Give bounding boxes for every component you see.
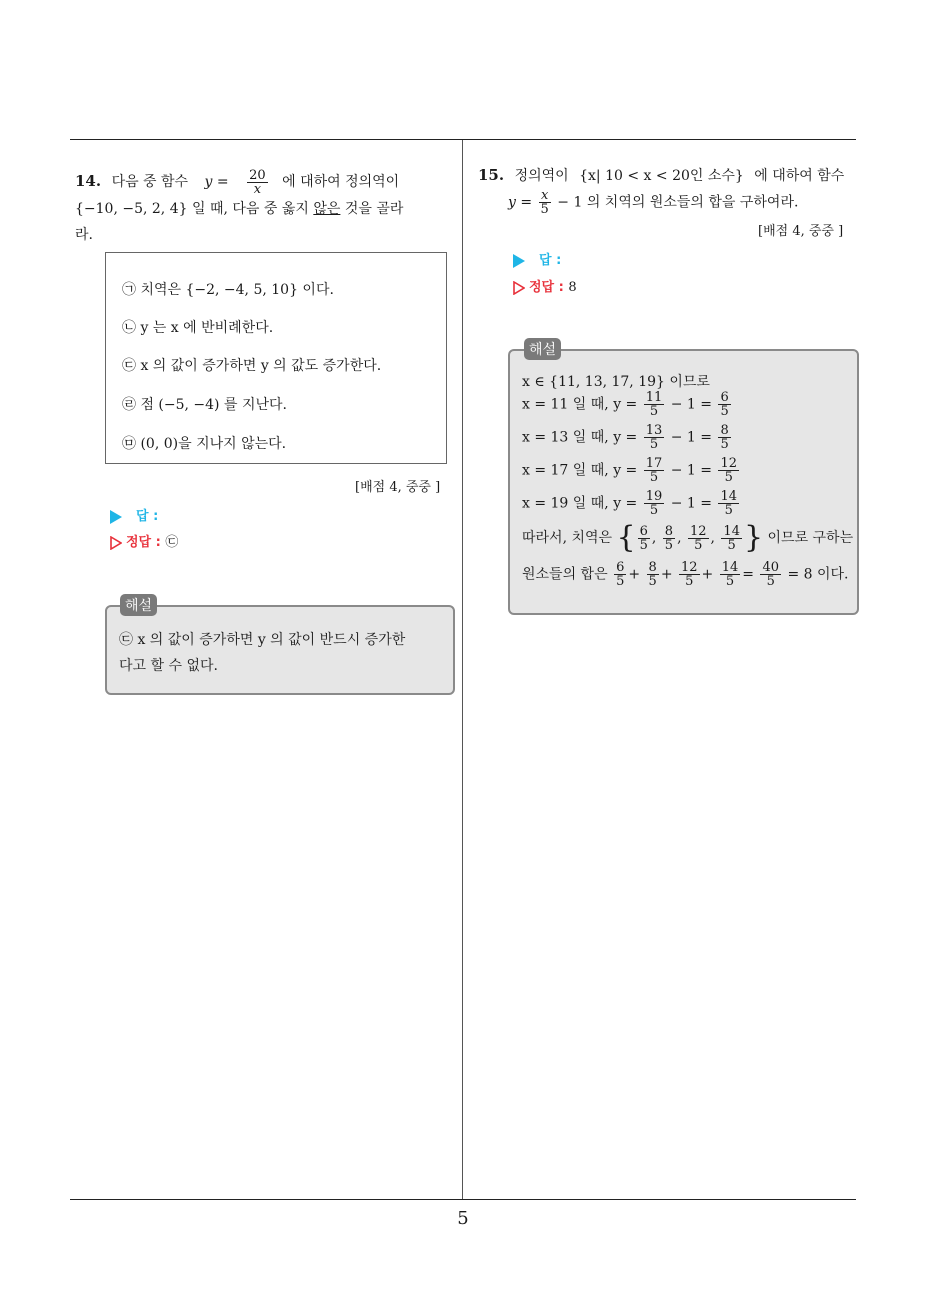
correct-answer-row: 정답 : 8 (513, 276, 577, 295)
choice-3: ㉢ x 의 값이 증가하면 y 의 값도 증가한다. (122, 358, 382, 374)
outline-triangle-icon (110, 536, 122, 550)
play-icon (513, 254, 525, 268)
solution-sum-line: 원소들의 합은 $\frac{6}{5}$ + $\frac{8}{5}$ + $\frac{12}{5}$ + $\frac{14}{5}$ = $\frac{40}{5}$ = 8 이다. (522, 560, 849, 589)
page-number: 5 (457, 1208, 469, 1229)
column-divider (462, 140, 463, 1200)
answer-row: 답 : (513, 249, 561, 268)
solution-range-line: 따라서, 치역은 { $\frac{6}{5}$ , $\frac{8}{5}$ , $\frac{12}{5}$ , $\frac{14}{5}$ } 이므로 구하는 (522, 520, 854, 555)
answer-row: 답 : (110, 505, 158, 524)
play-icon (110, 510, 122, 524)
choice-5: ㉤ (0, 0)을 지나지 않는다. (122, 436, 287, 452)
points-label: [배점 4, 중중 ] (758, 224, 844, 239)
solution-row: x = 17 일 때, y = $\frac{17}{5}$ − 1 = $\frac{12}{5}$ (522, 456, 738, 485)
underlined-word: 않은 (313, 200, 341, 217)
solution-box (508, 349, 859, 615)
choice-1: ㉠ 치역은 {−2, −4, 5, 10} 이다. (122, 282, 334, 298)
solution-tag: 해설 (524, 338, 561, 360)
top-rule (70, 139, 856, 140)
solution-line-2: 다고 할 수 없다. (119, 658, 218, 674)
question-number: 14. (75, 172, 102, 190)
solution-line-1: ㉢ x 의 값이 증가하면 y 의 값이 반드시 증가한 (119, 632, 406, 648)
choices-box (105, 252, 447, 464)
solution-row: x = 11 일 때, y = $\frac{11}{5}$ − 1 = $\frac{6}{5}$ (522, 390, 729, 419)
fraction: $\frac{x}{5}$ (540, 188, 549, 217)
question-number: 15. (478, 166, 505, 184)
solution-line-1: x ∈ {11, 13, 17, 19} 이므로 (522, 374, 710, 390)
points-label: [배점 4, 중중 ] (355, 480, 441, 495)
question-14-text: 14. 다음 중 함수 y = $\frac{20}{x}$ 에 대하여 정의역이 {−10, −5, 2, 4} 일 때, 다음 중 옳지 않은 것을 골라 라. (75, 167, 404, 243)
question-15 (478, 162, 858, 216)
solution-tag: 해설 (120, 594, 157, 616)
solution-row: x = 13 일 때, y = $\frac{13}{5}$ − 1 = $\frac{8}{5}$ (522, 423, 729, 452)
choice-2: ㉡ y 는 x 에 반비례한다. (122, 320, 274, 336)
solution-box (105, 605, 455, 695)
choice-4: ㉣ 점 (−5, −4) 를 지난다. (122, 397, 287, 413)
outline-triangle-icon (513, 281, 525, 295)
correct-answer-value: ㉢ (165, 535, 179, 550)
solution-row: x = 19 일 때, y = $\frac{19}{5}$ − 1 = $\frac{14}{5}$ (522, 489, 738, 518)
correct-answer-value: 8 (568, 280, 577, 295)
fraction: $\frac{20}{x}$ (249, 167, 266, 197)
question-14 (75, 168, 455, 248)
question-15-text: 15. 정의역이 {x| 10 < x < 20인 소수} 에 대하여 함수 y = $\frac{x}{5}$ − 1 의 치역의 원소들의 합을 구하여라. (478, 166, 845, 217)
bottom-rule (70, 1199, 856, 1200)
correct-answer-row: 정답 : ㉢ (110, 531, 178, 550)
